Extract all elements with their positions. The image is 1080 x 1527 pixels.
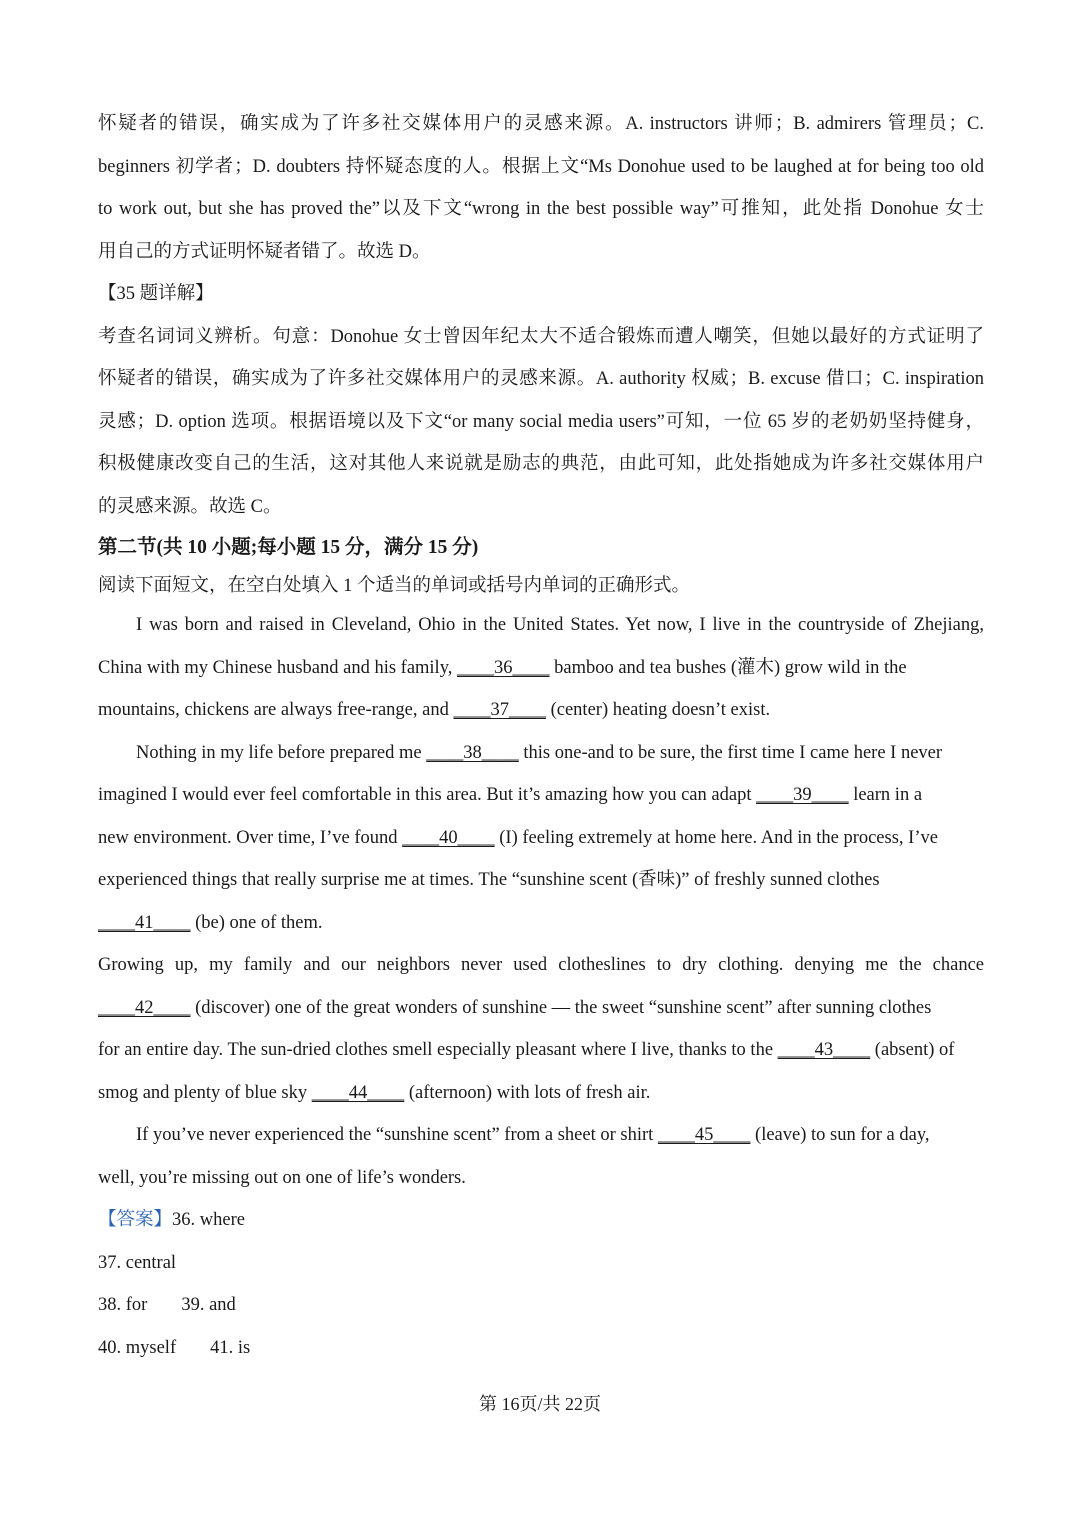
passage-line-11 <box>98 1029 984 1072</box>
explanation-35-line-3: 灵感；D. option 选项。根据语境以及下文“or many social media users”可知，一位 65 岁的老奶奶坚持健身， <box>98 411 984 432</box>
explanation-34-line-4: 用自己的方式证明怀疑者错了。故选 D。 <box>98 241 431 262</box>
answer-36: 36. where <box>172 1210 245 1230</box>
explanation-35-line-2: 怀疑者的错误，确实成为了许多社交媒体用户的灵感来源。A. authority 权威；B. excuse 借口；C. inspiration <box>98 369 984 389</box>
section-2-instruction: 阅读下面短文，在空白处填入 1 个适当的单词或括号内单词的正确形式。 <box>98 576 691 596</box>
explanation-35-heading: 【35 题详解】 <box>98 284 214 304</box>
blank-42: ____42____ <box>98 997 191 1018</box>
blank-45: ____45____ <box>657 1125 751 1145</box>
passage-line-9: Growing up, my family and our neighbors never used clotheslines to dry clothing. denying me the chance <box>98 955 984 975</box>
passage-text: If you’ve never experienced the “sunshine scent” from a sheet or shirt <box>136 1125 658 1145</box>
passage-line-14: well, you’re missing out on one of life’s wonders. <box>98 1167 466 1188</box>
passage-text: (center) heating doesn’t exist. <box>545 700 771 720</box>
passage-text: (discover) one of the great wonders of sunshine — the sweet “sunshine scent” after sunning clothes <box>190 997 932 1018</box>
document-page <box>98 103 984 1369</box>
explanation-34-line-2: beginners 初学者；D. doubters 持怀疑态度的人。根据上文“Ms Donohue used to be laughed at for being too old <box>98 156 984 177</box>
passage-text: imagined I would ever feel comfortable in this area. But it’s amazing how you can adapt <box>98 785 757 805</box>
passage-line-2 <box>98 647 984 690</box>
page-footer: 第 16页/共 22页 <box>478 1394 601 1414</box>
explanation-35-line-4: 积极健康改变自己的生活，这对其他人来说就是励志的典范，由此可知，此处指她成为许多社交媒体用户 <box>98 454 984 474</box>
passage-text: (leave) to sun for a day, <box>750 1125 930 1145</box>
passage-text: China with my Chinese husband and his family, <box>98 657 457 678</box>
passage-line-7: experienced things that really surprise me at times. The “sunshine scent (香味)” of freshly sunned clothes <box>98 870 880 890</box>
answer-39: 39. and <box>181 1295 236 1315</box>
blank-41: ____41____ <box>98 912 191 933</box>
passage-line-13 <box>98 1114 984 1157</box>
blank-36: ____36____ <box>457 657 550 678</box>
answer-37: 37. central <box>98 1252 177 1273</box>
passage-line-4 <box>98 732 984 775</box>
section-2-title: 第二节(共 10 小题;每小题 15 分，满分 15 分) <box>98 537 479 558</box>
answer-line-4 <box>98 1327 984 1370</box>
passage-text: bamboo and tea bushes (灌木) grow wild in the <box>549 657 907 678</box>
blank-37: ____37____ <box>453 700 546 720</box>
answer-line-1 <box>98 1199 984 1242</box>
passage-text: mountains, chickens are always free-range, and <box>98 700 454 720</box>
passage-text: this one-and to be sure, the first time I came here I never <box>518 742 943 763</box>
explanation-35-line-1: 考查名词词义辨析。句意：Donohue 女士曾因年纪太大不适合锻炼而遭人嘲笑，但她以最好的方式证明了 <box>98 326 984 347</box>
explanation-35-line-5: 的灵感来源。故选 C。 <box>98 496 282 517</box>
passage-text: new environment. Over time, I’ve found <box>98 827 403 848</box>
passage-text: (afternoon) with lots of fresh air. <box>404 1082 651 1103</box>
passage-text: for an entire day. The sun-dried clothes smell especially pleasant where I live, thanks to the <box>98 1040 778 1060</box>
blank-39: ____39____ <box>756 785 849 805</box>
passage-line-3 <box>98 689 984 732</box>
explanation-34-line-1: 怀疑者的错误，确实成为了许多社交媒体用户的灵感来源。A. instructors 讲师；B. admirers 管理员；C. <box>98 114 984 134</box>
passage-text: (I) feeling extremely at home here. And in the process, I’ve <box>494 827 938 848</box>
answer-40: 40. myself <box>98 1337 177 1358</box>
passage-line-5 <box>98 774 984 817</box>
passage-text: Nothing in my life before prepared me <box>136 742 427 763</box>
explanation-34-line-3: to work out, but she has proved the”以及下文“wrong in the best possible way”可推知，此处指 Donohue 女士 <box>98 199 984 219</box>
passage-line-6 <box>98 817 984 860</box>
blank-38: ____38____ <box>426 742 519 763</box>
blank-44: ____44____ <box>311 1082 405 1103</box>
answer-38: 38. for <box>98 1295 148 1315</box>
passage-text: learn in a <box>848 785 923 805</box>
passage-line-12 <box>98 1072 984 1115</box>
answer-label: 【答案】 <box>98 1210 173 1230</box>
answer-line-3 <box>98 1284 984 1327</box>
answer-41: 41. is <box>210 1337 251 1358</box>
passage-line-10 <box>98 987 984 1030</box>
passage-text: smog and plenty of blue sky <box>98 1082 312 1103</box>
blank-40: ____40____ <box>402 827 495 848</box>
passage-line-1: I was born and raised in Cleveland, Ohio in the United States. Yet now, I live in the countryside of Zhejiang, <box>136 615 984 635</box>
blank-43: ____43____ <box>777 1040 871 1060</box>
passage-text: (absent) of <box>870 1040 955 1060</box>
passage-text: (be) one of them. <box>190 912 323 933</box>
passage-line-8 <box>98 902 984 945</box>
